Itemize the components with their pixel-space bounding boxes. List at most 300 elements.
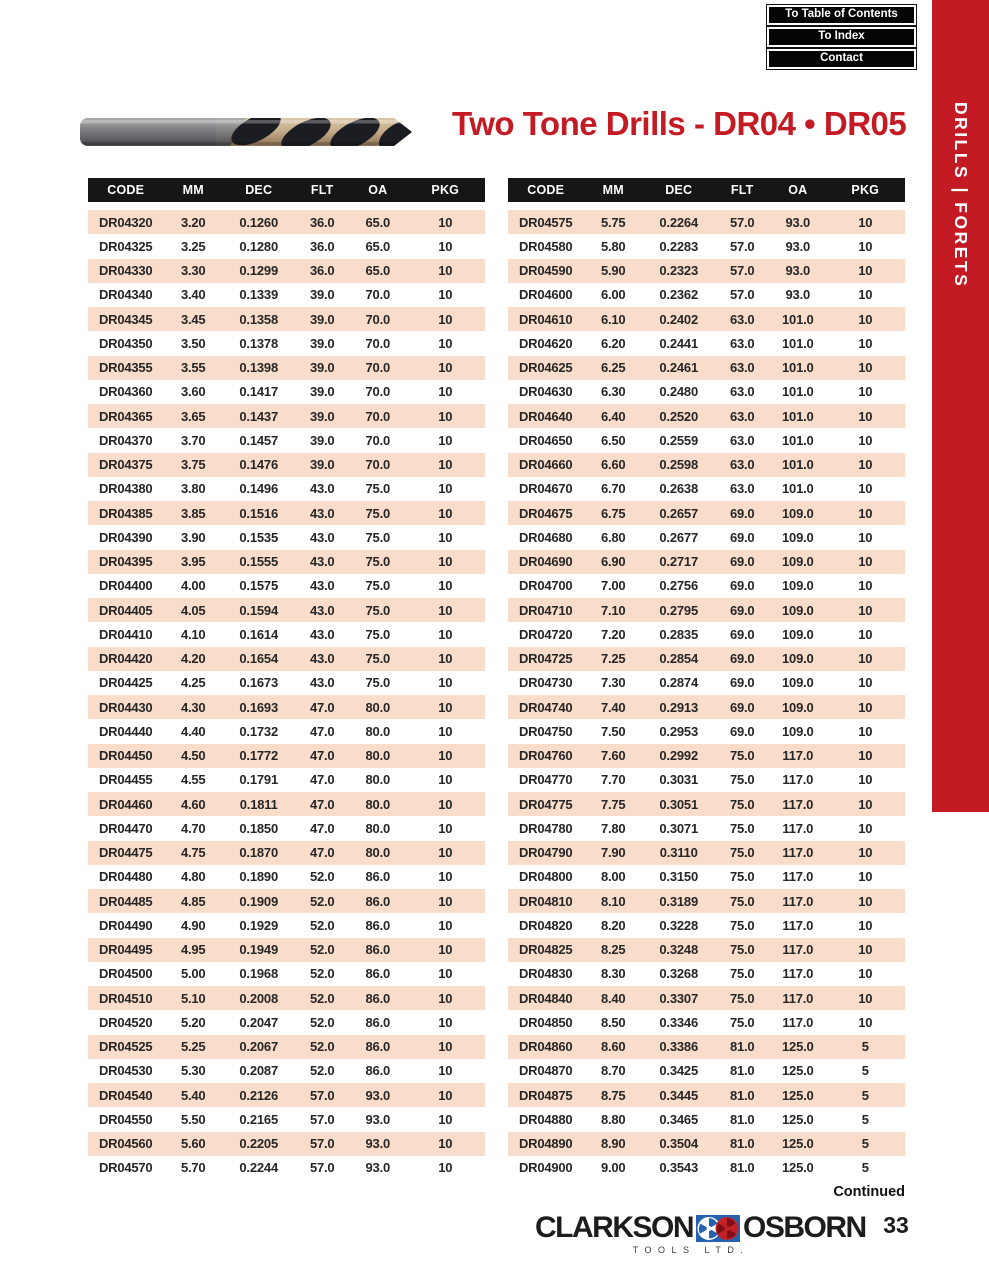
column-header-flt: FLT <box>310 183 334 197</box>
table-cell: 4.60 <box>180 796 206 812</box>
table-cell: 0.1772 <box>239 748 278 764</box>
table-cell: 81.0 <box>729 1136 755 1152</box>
table-cell: 10 <box>858 432 873 448</box>
table-row <box>88 1156 485 1180</box>
table-cell: 80.0 <box>365 820 391 836</box>
table-cell: 10 <box>858 626 873 642</box>
table-cell: DR04355 <box>98 360 153 376</box>
table-cell: 5.70 <box>180 1160 206 1176</box>
table-row <box>508 453 905 477</box>
table-cell: DR04670 <box>518 481 573 497</box>
table-row <box>88 816 485 840</box>
table-cell: DR04490 <box>98 917 153 933</box>
table-cell: 4.05 <box>180 602 206 618</box>
table-cell: DR04860 <box>518 1039 573 1055</box>
table-cell: 10 <box>438 1111 453 1127</box>
table-cell: 0.2165 <box>239 1111 278 1127</box>
table-cell: 93.0 <box>785 238 811 254</box>
table-cell: DR04750 <box>518 723 573 739</box>
table-cell: DR04710 <box>518 602 573 618</box>
table-cell: DR04345 <box>98 311 153 327</box>
table-cell: 10 <box>438 1039 453 1055</box>
osborn-wordmark: OSBORN <box>743 1211 866 1244</box>
table-cell: DR04720 <box>518 626 573 642</box>
table-row <box>508 695 905 719</box>
table-cell: 0.2008 <box>239 990 278 1006</box>
table-cell: 10 <box>858 699 873 715</box>
table-cell: 57.0 <box>729 287 755 303</box>
table-cell: DR04810 <box>518 893 573 909</box>
table-cell: 63.0 <box>729 481 755 497</box>
table-cell: 10 <box>858 263 873 279</box>
table-cell: 10 <box>858 529 873 545</box>
table-cell: 65.0 <box>365 263 391 279</box>
table-cell: 6.75 <box>600 505 626 521</box>
table-cell: 63.0 <box>729 384 755 400</box>
table-cell: 10 <box>858 966 873 982</box>
table-cell: 43.0 <box>309 675 335 691</box>
table-cell: DR04650 <box>518 432 573 448</box>
table-row <box>508 234 905 258</box>
table-cell: 0.1732 <box>239 723 278 739</box>
table-cell: 86.0 <box>365 1063 391 1079</box>
table-cell: 75.0 <box>729 942 755 958</box>
table-cell: 5 <box>861 1136 869 1152</box>
column-header-code: CODE <box>527 183 565 197</box>
table-cell: 43.0 <box>309 554 335 570</box>
table-cell: 7.50 <box>600 723 626 739</box>
table-cell: 0.2598 <box>659 457 698 473</box>
table-cell: 69.0 <box>729 505 755 521</box>
table-cell: 7.25 <box>600 651 626 667</box>
table-cell: 70.0 <box>365 408 391 424</box>
table-row <box>508 283 905 307</box>
table-cell: 93.0 <box>785 287 811 303</box>
table-cell: 3.20 <box>180 214 206 230</box>
column-header-flt: FLT <box>730 183 754 197</box>
table-cell: 69.0 <box>729 675 755 691</box>
table-row <box>88 841 485 865</box>
table-cell: DR04675 <box>518 505 573 521</box>
table-cell: DR04460 <box>98 796 153 812</box>
table-cell: 4.90 <box>180 917 206 933</box>
table-cell: 109.0 <box>782 651 814 667</box>
table-row <box>508 816 905 840</box>
table-cell: 3.40 <box>180 287 206 303</box>
table-cell: 0.1890 <box>239 869 278 885</box>
table-cell: 7.80 <box>600 820 626 836</box>
table-cell: 69.0 <box>729 602 755 618</box>
table-cell: 43.0 <box>309 651 335 667</box>
table-cell: 0.3386 <box>659 1039 698 1055</box>
table-cell: 7.60 <box>600 748 626 764</box>
table-cell: 101.0 <box>782 311 814 327</box>
table-cell: 57.0 <box>309 1111 335 1127</box>
table-cell: 52.0 <box>309 942 335 958</box>
table-cell: 65.0 <box>365 238 391 254</box>
table-cell: 0.2480 <box>659 384 698 400</box>
table-cell: 5 <box>861 1087 869 1103</box>
table-cell: DR04455 <box>98 772 153 788</box>
table-cell: 47.0 <box>309 820 335 836</box>
table-cell: 0.2461 <box>659 360 698 376</box>
table-cell: 0.1516 <box>239 505 278 521</box>
table-cell: 36.0 <box>309 238 335 254</box>
table-row <box>88 768 485 792</box>
table-cell: 0.2264 <box>659 214 698 230</box>
table-cell: 10 <box>858 311 873 327</box>
table-cell: 8.80 <box>600 1111 626 1127</box>
table-cell: 7.10 <box>600 602 626 618</box>
table-row <box>88 744 485 768</box>
table-cell: 117.0 <box>782 796 814 812</box>
table-cell: 117.0 <box>782 748 814 764</box>
table-cell: 0.1850 <box>239 820 278 836</box>
table-cell: 109.0 <box>782 554 814 570</box>
table-cell: 0.1260 <box>239 214 278 230</box>
table-cell: 0.3465 <box>659 1111 698 1127</box>
table-cell: 39.0 <box>309 384 335 400</box>
table-cell: 0.1457 <box>239 432 278 448</box>
table-cell: 93.0 <box>785 263 811 279</box>
table-cell: 0.1929 <box>239 917 278 933</box>
table-cell: DR04625 <box>518 360 573 376</box>
table-row <box>88 695 485 719</box>
table-cell: 86.0 <box>365 990 391 1006</box>
table-cell: 0.1535 <box>239 529 278 545</box>
table-cell: 3.75 <box>180 457 206 473</box>
table-cell: 86.0 <box>365 1014 391 1030</box>
table-row <box>88 404 485 428</box>
table-cell: 10 <box>438 1087 453 1103</box>
table-row <box>88 598 485 622</box>
table-cell: 3.55 <box>180 360 206 376</box>
table-row <box>508 331 905 355</box>
table-cell: 0.2795 <box>659 602 698 618</box>
table-row <box>88 210 485 234</box>
table-cell: 0.2677 <box>659 529 698 545</box>
table-row <box>508 744 905 768</box>
table-cell: 43.0 <box>309 626 335 642</box>
table-cell: 75.0 <box>365 529 391 545</box>
table-cell: 39.0 <box>309 408 335 424</box>
table-cell: 75.0 <box>365 505 391 521</box>
table-cell: 70.0 <box>365 457 391 473</box>
table-cell: 6.60 <box>600 457 626 473</box>
table-cell: 5.60 <box>180 1136 206 1152</box>
table-cell: 75.0 <box>729 966 755 982</box>
table-cell: 0.2756 <box>659 578 698 594</box>
table-cell: 81.0 <box>729 1111 755 1127</box>
table-cell: 5.20 <box>180 1014 206 1030</box>
table-cell: 0.2087 <box>239 1063 278 1079</box>
table-cell: DR04540 <box>98 1087 153 1103</box>
table-cell: 10 <box>858 408 873 424</box>
table-cell: 52.0 <box>309 869 335 885</box>
table-cell: 117.0 <box>782 845 814 861</box>
table-cell: DR04425 <box>98 675 153 691</box>
table-cell: DR04550 <box>98 1111 153 1127</box>
table-cell: 0.1594 <box>239 602 278 618</box>
table-cell: 0.1299 <box>239 263 278 279</box>
table-cell: DR04770 <box>518 772 573 788</box>
table-cell: 10 <box>438 360 453 376</box>
table-cell: 4.95 <box>180 942 206 958</box>
table-row <box>88 938 485 962</box>
table-cell: 93.0 <box>365 1111 391 1127</box>
table-cell: 39.0 <box>309 311 335 327</box>
table-cell: 101.0 <box>782 481 814 497</box>
table-cell: DR04790 <box>518 845 573 861</box>
table-cell: 10 <box>858 1014 873 1030</box>
table-cell: 8.70 <box>600 1063 626 1079</box>
table-row <box>88 307 485 331</box>
table-cell: 0.3071 <box>659 820 698 836</box>
table-cell: 10 <box>858 505 873 521</box>
table-cell: 43.0 <box>309 578 335 594</box>
table-cell: 36.0 <box>309 214 335 230</box>
table-cell: DR04440 <box>98 723 153 739</box>
table-cell: 117.0 <box>782 942 814 958</box>
table-cell: 6.80 <box>600 529 626 545</box>
nav-button-index[interactable]: To Index <box>767 27 916 47</box>
table-cell: 8.75 <box>600 1087 626 1103</box>
table-cell: 63.0 <box>729 408 755 424</box>
table-cell: 75.0 <box>729 917 755 933</box>
table-cell: 5.50 <box>180 1111 206 1127</box>
table-row <box>88 356 485 380</box>
table-cell: DR04900 <box>518 1160 573 1176</box>
table-cell: 109.0 <box>782 505 814 521</box>
table-cell: DR04830 <box>518 966 573 982</box>
table-cell: 10 <box>858 578 873 594</box>
table-cell: DR04480 <box>98 869 153 885</box>
table-cell: 109.0 <box>782 578 814 594</box>
table-header-row <box>508 178 905 202</box>
table-cell: 47.0 <box>309 699 335 715</box>
table-cell: 0.3346 <box>659 1014 698 1030</box>
table-cell: 75.0 <box>729 748 755 764</box>
table-row <box>508 307 905 331</box>
table-cell: 0.2657 <box>659 505 698 521</box>
table-row <box>508 1132 905 1156</box>
table-cell: 6.90 <box>600 554 626 570</box>
table-cell: 86.0 <box>365 917 391 933</box>
table-cell: 8.00 <box>600 869 626 885</box>
table-cell: 10 <box>858 820 873 836</box>
table-cell: DR04365 <box>98 408 153 424</box>
table-cell: 70.0 <box>365 432 391 448</box>
table-cell: 3.50 <box>180 335 206 351</box>
table-row <box>508 404 905 428</box>
table-cell: DR04800 <box>518 869 573 885</box>
table-cell: 0.2638 <box>659 481 698 497</box>
table-row <box>508 428 905 452</box>
table-cell: 93.0 <box>365 1136 391 1152</box>
table-cell: 101.0 <box>782 408 814 424</box>
table-cell: 63.0 <box>729 311 755 327</box>
table-cell: 10 <box>858 675 873 691</box>
table-cell: DR04325 <box>98 238 153 254</box>
table-row <box>88 889 485 913</box>
table-cell: 10 <box>438 529 453 545</box>
table-cell: DR04590 <box>518 263 573 279</box>
table-cell: 0.2126 <box>239 1087 278 1103</box>
table-row <box>508 913 905 937</box>
section-tab-label: DRILLS | FORETS <box>951 102 971 289</box>
table-cell: 0.1280 <box>239 238 278 254</box>
nav-button-group <box>767 5 916 71</box>
table-cell: 0.3150 <box>659 869 698 885</box>
table-cell: 0.1437 <box>239 408 278 424</box>
nav-button-contact[interactable]: Contact <box>767 49 916 69</box>
table-cell: 10 <box>438 408 453 424</box>
table-cell: 10 <box>438 917 453 933</box>
table-cell: 4.70 <box>180 820 206 836</box>
table-cell: 69.0 <box>729 554 755 570</box>
table-cell: 93.0 <box>785 214 811 230</box>
table-cell: 4.30 <box>180 699 206 715</box>
table-cell: 81.0 <box>729 1160 755 1176</box>
table-cell: 63.0 <box>729 335 755 351</box>
table-cell: 0.1476 <box>239 457 278 473</box>
table-cell: 109.0 <box>782 602 814 618</box>
table-cell: 0.1339 <box>239 287 278 303</box>
table-cell: 10 <box>438 675 453 691</box>
table-cell: 0.2559 <box>659 432 698 448</box>
table-cell: 0.2520 <box>659 408 698 424</box>
table-cell: 52.0 <box>309 1039 335 1055</box>
table-cell: 0.1398 <box>239 360 278 376</box>
column-header-dec: DEC <box>245 183 273 197</box>
table-cell: 4.00 <box>180 578 206 594</box>
table-cell: 39.0 <box>309 360 335 376</box>
table-cell: 10 <box>438 505 453 521</box>
table-cell: 10 <box>438 1136 453 1152</box>
table-row <box>88 1035 485 1059</box>
table-cell: 43.0 <box>309 529 335 545</box>
table-cell: 86.0 <box>365 966 391 982</box>
table-cell: 5.30 <box>180 1063 206 1079</box>
table-cell: 3.30 <box>180 263 206 279</box>
table-cell: 0.2913 <box>659 699 698 715</box>
table-cell: DR04385 <box>98 505 153 521</box>
table-row <box>508 768 905 792</box>
table-row <box>88 671 485 695</box>
table-cell: 75.0 <box>365 602 391 618</box>
table-cell: DR04890 <box>518 1136 573 1152</box>
table-row <box>508 525 905 549</box>
table-cell: 93.0 <box>365 1087 391 1103</box>
table-cell: 75.0 <box>365 554 391 570</box>
column-header-oa: OA <box>788 183 808 197</box>
table-cell: 3.60 <box>180 384 206 400</box>
table-cell: 0.3543 <box>659 1160 698 1176</box>
table-cell: 69.0 <box>729 699 755 715</box>
table-cell: 4.25 <box>180 675 206 691</box>
table-cell: 5 <box>861 1039 869 1055</box>
table-body <box>88 210 485 1180</box>
table-cell: 4.55 <box>180 772 206 788</box>
table-cell: 3.65 <box>180 408 206 424</box>
table-cell: 5 <box>861 1160 869 1176</box>
table-cell: DR04520 <box>98 1014 153 1030</box>
table-row <box>88 550 485 574</box>
table-cell: 10 <box>438 384 453 400</box>
table-row <box>88 719 485 743</box>
table-cell: 75.0 <box>365 651 391 667</box>
table-cell: 63.0 <box>729 432 755 448</box>
table-cell: 7.75 <box>600 796 626 812</box>
table-cell: 7.70 <box>600 772 626 788</box>
table-cell: 70.0 <box>365 287 391 303</box>
table-cell: 10 <box>858 845 873 861</box>
table-row <box>508 865 905 889</box>
table-cell: 10 <box>858 651 873 667</box>
table-cell: 0.3307 <box>659 990 698 1006</box>
table-cell: 10 <box>858 990 873 1006</box>
table-cell: 6.00 <box>600 287 626 303</box>
table-cell: DR04700 <box>518 578 573 594</box>
table-cell: 8.30 <box>600 966 626 982</box>
table-cell: 10 <box>438 869 453 885</box>
table-cell: 43.0 <box>309 602 335 618</box>
table-cell: 125.0 <box>782 1087 814 1103</box>
table-cell: 125.0 <box>782 1136 814 1152</box>
table-cell: 10 <box>858 360 873 376</box>
table-cell: 75.0 <box>729 845 755 861</box>
tools-ltd-label: TOOLS LTD. <box>632 1245 750 1255</box>
table-cell: 0.1378 <box>239 335 278 351</box>
table-cell: DR04485 <box>98 893 153 909</box>
table-cell: 47.0 <box>309 748 335 764</box>
table-cell: 7.90 <box>600 845 626 861</box>
table-cell: DR04350 <box>98 335 153 351</box>
table-cell: DR04600 <box>518 287 573 303</box>
clarkson-wordmark: CLARKSON <box>535 1211 693 1244</box>
table-cell: 0.2854 <box>659 651 698 667</box>
table-cell: 3.45 <box>180 311 206 327</box>
table-cell: 10 <box>858 238 873 254</box>
table-cell: 70.0 <box>365 335 391 351</box>
column-header-mm: MM <box>182 183 204 197</box>
table-row <box>88 259 485 283</box>
table-row <box>508 574 905 598</box>
table-cell: 47.0 <box>309 796 335 812</box>
table-cell: DR04630 <box>518 384 573 400</box>
table-cell: 81.0 <box>729 1087 755 1103</box>
table-cell: DR04680 <box>518 529 573 545</box>
table-cell: 10 <box>438 990 453 1006</box>
table-row <box>88 622 485 646</box>
table-cell: DR04875 <box>518 1087 573 1103</box>
table-row <box>88 962 485 986</box>
continued-label: Continued <box>833 1184 905 1200</box>
table-cell: DR04570 <box>98 1160 153 1176</box>
table-cell: 5 <box>861 1111 869 1127</box>
table-cell: 0.2323 <box>659 263 698 279</box>
table-cell: DR04820 <box>518 917 573 933</box>
table-cell: 47.0 <box>309 845 335 861</box>
table-row <box>508 986 905 1010</box>
nav-button-table-of-contents[interactable]: To Table of Contents <box>767 5 916 25</box>
table-row <box>508 210 905 234</box>
table-cell: 117.0 <box>782 966 814 982</box>
table-cell: 0.1968 <box>239 966 278 982</box>
table-cell: 65.0 <box>365 214 391 230</box>
table-cell: 0.2441 <box>659 335 698 351</box>
table-row <box>508 501 905 525</box>
